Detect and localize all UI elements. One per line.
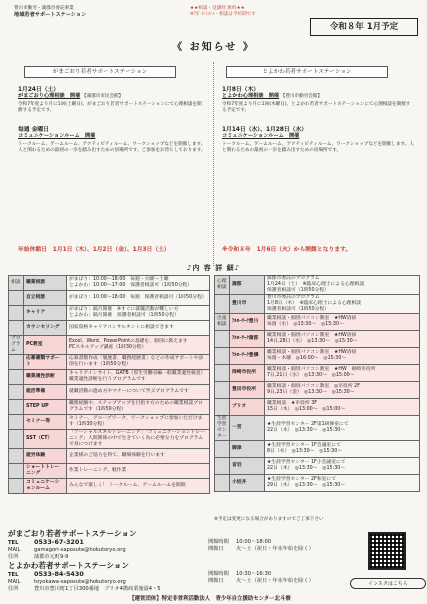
schedule-row bbox=[215, 441, 420, 458]
program-category bbox=[9, 479, 24, 494]
month-date-box: 令和８年 1月予定 bbox=[310, 18, 418, 36]
schedule-place: 一宮 bbox=[230, 416, 265, 441]
schedule-detail: 蒲郡市委託のプログラム 1月24日（土） ※臨床心理士による心理相談 保護者相談可（1時50分程） bbox=[265, 276, 420, 295]
office-gamagori-mail[interactable]: gamagori-saposute@hokutoryo.org bbox=[34, 546, 126, 553]
program-detail: 企業様のご協力を得て、職場体験を行います bbox=[67, 449, 210, 464]
program-row bbox=[9, 291, 210, 306]
header-left-line2: 地域若者サポートステーション bbox=[14, 12, 87, 18]
program-category bbox=[9, 291, 24, 306]
operator-line: 【運営団体】特定非営利活動法人 青少年自立援助センター北斗寮 bbox=[129, 596, 291, 602]
program-category bbox=[9, 430, 24, 449]
schedule-row bbox=[215, 475, 420, 492]
program-row bbox=[9, 385, 210, 400]
program-row bbox=[9, 430, 210, 449]
left-date1: 1月24日（土） bbox=[18, 87, 60, 93]
schedule-category bbox=[215, 441, 230, 458]
schedule-place: 小坂井 bbox=[230, 475, 265, 492]
schedule-detail: ★生涯学習センター 1F会議室にて 8日（木） ◎13:30〜 ◎15:30〜 bbox=[265, 441, 420, 458]
office-toyokawa bbox=[8, 560, 344, 592]
program-detail: 国家資格キャリアコンサルタントに相談できます bbox=[67, 321, 210, 336]
program-row bbox=[9, 400, 210, 415]
program-name: 応募書類サポート bbox=[24, 355, 67, 370]
program-row bbox=[9, 464, 210, 479]
schedule-row bbox=[215, 382, 420, 399]
program-detail: セミナー、グループワーク、ワークショップに参加いただけます（1時30分程） bbox=[67, 415, 210, 430]
schedule-detail: 職業相談・個別パソコン教室 ★HW清掃 毎週・木曜 ◎16:00〜 ◎15:30〜 bbox=[265, 348, 420, 365]
schedule-detail: 豊川市委託のプログラム 1月8日（木） ※臨床心理士による心理相談 保護者相談可（1時50分程） bbox=[265, 295, 420, 314]
schedule-detail: ★生涯学習センター 2F和室にて 29日（木） ◎13:30〜 ◎15:30〜 bbox=[265, 475, 420, 492]
program-category bbox=[9, 321, 24, 336]
schedule-row bbox=[215, 416, 420, 441]
program-name: 自立相談 bbox=[24, 291, 67, 306]
schedule-place: 豊川市 bbox=[230, 295, 265, 314]
schedule-row bbox=[215, 276, 420, 295]
right-col-footer: ※令和８年 1月6日（火）から開館となります。 bbox=[222, 247, 352, 253]
program-row bbox=[9, 276, 210, 291]
addr-label: 住所 bbox=[8, 585, 19, 592]
program-category: プログラム bbox=[9, 336, 24, 355]
right-date2: 1月14日（水）、1月28日（水） bbox=[222, 127, 308, 133]
hours-label: 開館時間 bbox=[208, 539, 229, 545]
schedule-place: プリオ bbox=[230, 399, 265, 416]
right-event2-title: コミュニケーションルーム 開催 bbox=[222, 133, 300, 139]
schedule-category bbox=[215, 382, 230, 399]
office-gamagori-tel[interactable]: 0533-67-3201 bbox=[34, 538, 84, 546]
closed-label: 開館日 bbox=[208, 545, 224, 552]
hours-label: 開館時間 bbox=[208, 571, 229, 577]
office-toyokawa-tel[interactable]: 0533-84-5430 bbox=[34, 570, 84, 578]
schedule-row bbox=[215, 348, 420, 365]
program-detail: キャリアインサイト、GATB（厚生労働省編一般職業適性検査） 職業適性診断を行うプログラムです bbox=[67, 370, 210, 385]
mail-label: MAIL bbox=[8, 546, 21, 553]
office-toyokawa-name: とよかわ若者サポートステーション bbox=[8, 561, 129, 570]
schedule-category bbox=[215, 475, 230, 492]
schedule-row bbox=[215, 365, 420, 382]
schedule-place: 御津 bbox=[230, 441, 265, 458]
schedule-category: 出張相談 bbox=[215, 314, 230, 331]
left-col-body bbox=[18, 84, 206, 154]
office-gamagori-name: がまごおり若者サポートステーション bbox=[8, 529, 137, 538]
schedule-detail: 職業相談・個別パソコン教室 ★HW 岡崎市役所 7日,21日（水） ◎13:30〜 ◎15:00〜 bbox=[265, 365, 420, 382]
header-left bbox=[14, 6, 184, 19]
program-name: ショートトレーニング bbox=[24, 464, 67, 479]
program-detail: みんなで楽しく！ トークルーム、ゲームルームを開催 bbox=[67, 479, 210, 494]
program-detail: がまぼり：10:00〜18:00 毎週・火曜〜土曜 とよかわ：10:00〜17:00 保護者相談可（1時50分程） bbox=[67, 276, 210, 291]
program-name: 職業適性診断 bbox=[24, 370, 67, 385]
program-category bbox=[9, 306, 24, 321]
program-row bbox=[9, 370, 210, 385]
schedule-category: 心理相談 bbox=[215, 276, 230, 295]
office-gamagori-addr: 蒲郡市元町9-9 bbox=[34, 553, 69, 560]
schedule-row bbox=[215, 399, 420, 416]
header-mid bbox=[190, 6, 310, 18]
program-category bbox=[9, 400, 24, 415]
right-schedule-table bbox=[214, 275, 420, 492]
right-event2-desc: トークルーム、ゲームルーム、アクティビティルーム、ワークショップなどを開催します。人と関わるための最初の一歩を踏み出すための居場所です。 bbox=[222, 141, 414, 153]
header-left-line1: 豊川市勤労・蒲郡市委託事業 bbox=[14, 6, 74, 11]
program-category: 相談 bbox=[9, 276, 24, 291]
left-col-heading: がまごおり若者サポートステーション bbox=[24, 66, 176, 78]
schedule-detail: ★生涯学習センター 2F第1研修室にて 22日（木） ◎13:30〜 ◎15:30〜 bbox=[265, 416, 420, 441]
schedule-detail: ★生涯学習センター 1F小会議室にて 22日（木） ◎13:30〜 ◎15:30〜 bbox=[265, 458, 420, 475]
program-detail: がまぼり：10:00〜18:00 毎週 保護者相談可（1時50分程） bbox=[67, 291, 210, 306]
program-name: 職業相談 bbox=[24, 276, 67, 291]
schedule-place: 蒲郡 bbox=[230, 276, 265, 295]
program-category bbox=[9, 385, 24, 400]
right-col-body bbox=[222, 84, 414, 154]
left-col-footer: 年始休館日 1月1日（木）、1月2日（金）、1月3日（土） bbox=[18, 247, 170, 253]
program-detail: 職務経験や、ステップアップを目指す方のための職業相談プログラムです（1時50分程） bbox=[67, 400, 210, 415]
schedule-detail: 職業相談・個別パソコン教室 ★HW清掃 毎週（水） ◎13:30〜 ◎15:30〜 bbox=[265, 314, 420, 331]
office-gamagori-closed: 火〜土（祝日・年末年始を除く） bbox=[236, 545, 314, 552]
program-row bbox=[9, 321, 210, 336]
program-category bbox=[9, 355, 24, 370]
program-category bbox=[9, 370, 24, 385]
program-name: コミュニケーションルーム bbox=[24, 479, 67, 494]
program-name: STEP UP bbox=[24, 400, 67, 415]
left-event1-desc: 令和7年度より月に1回(土曜日)、がまごおり若者サポートステーションにて心理相談を開催する予定です。 bbox=[18, 102, 202, 113]
right-col-heading: とよかわ若者サポートステーション bbox=[226, 66, 388, 78]
mail-label: MAIL bbox=[8, 578, 21, 585]
tel-label: TEL bbox=[8, 572, 19, 578]
header-mid-line2: ※ｱﾎﾟｲﾝﾄﾒﾝﾄ・相談は予約制です bbox=[190, 12, 256, 17]
left-event1-loc: 【蒲郡市市民会館】 bbox=[81, 94, 124, 99]
right-event1-loc: 【豊川市勤労会館】 bbox=[280, 94, 323, 99]
program-name: 就労体験 bbox=[24, 449, 67, 464]
program-row bbox=[9, 355, 210, 370]
office-toyokawa-mail[interactable]: toyokawa-saposute@hokutoryo.org bbox=[34, 578, 126, 585]
program-detail: 「ソーシャルスキルトレーニング」「コミュニケーショントレーニング」人間関係の中で生きていく為に必要な力をプログラムで身につけます bbox=[67, 430, 210, 449]
instagram-link[interactable]: インスタはこちら bbox=[350, 578, 426, 589]
schedule-category bbox=[215, 331, 230, 348]
right-event1-title: とよかわ心理相談 開催 bbox=[222, 93, 280, 99]
program-name: 就活準備 bbox=[24, 385, 67, 400]
schedule-place: 豊田市役所 bbox=[230, 382, 265, 399]
schedule-category bbox=[215, 365, 230, 382]
program-name: PC教室 bbox=[24, 336, 67, 355]
program-name: キャリア bbox=[24, 306, 67, 321]
program-detail: 応募書類作成「履歴書、職務経歴書」などの作成サポートや添削を行います（1時50分程） bbox=[67, 355, 210, 370]
program-row bbox=[9, 306, 210, 321]
program-detail: 作業トレーニング、軽作業 bbox=[67, 464, 210, 479]
program-detail: Excel、Word、PowerPointの基礎を、個別に教えます PCスキルアップ講座（1時30分程） bbox=[67, 336, 210, 355]
schedule-category bbox=[215, 348, 230, 365]
left-date2: 毎週 金曜日 bbox=[18, 127, 50, 133]
left-program-table bbox=[8, 275, 210, 494]
schedule-detail: 職業相談・個別パソコン教室 ◎市役所 2F 9日,23日（金） ◎13:30〜 ◎15:30〜 bbox=[265, 382, 420, 399]
office-toyokawa-closed: 火〜土（祝日・年末年始を除く） bbox=[236, 577, 314, 584]
schedule-detail: 職業相談 ★市役所 3F 15日（木） ◎13:00〜 ◎15:00〜 bbox=[265, 399, 420, 416]
office-gamagori-hours: 10:00〜18:00 bbox=[236, 539, 272, 545]
schedule-detail: 職業相談・個別パソコン教室 ★HW清掃 14日,28日（水） ◎13:30〜 ◎15:30〜 bbox=[265, 331, 420, 348]
schedule-row bbox=[215, 458, 420, 475]
office-toyokawa-hours: 10:30〜16:30 bbox=[236, 571, 272, 577]
right-date1: 1月8日（木） bbox=[222, 87, 260, 93]
tel-label: TEL bbox=[8, 540, 19, 546]
program-row bbox=[9, 336, 210, 355]
schedule-place: 岡崎市役所 bbox=[230, 365, 265, 382]
program-row bbox=[9, 479, 210, 494]
column-divider bbox=[213, 62, 214, 266]
program-row bbox=[9, 415, 210, 430]
schedule-place: ｱﾙﾛｰﾜｰｸ豊川 bbox=[230, 314, 265, 331]
schedule-row bbox=[215, 314, 420, 331]
schedule-row bbox=[215, 331, 420, 348]
office-toyokawa-addr: 豊川市豊川町1丁目300番地 プリオ4階商業施設4・5 bbox=[34, 585, 161, 592]
header-mid-line1: ★★相談・受講料 無料★★ bbox=[190, 6, 245, 11]
notice-title: 《 お知らせ 》 bbox=[172, 42, 255, 53]
program-category bbox=[9, 415, 24, 430]
qr-code-icon[interactable] bbox=[368, 532, 406, 570]
schedule-place: 音羽 bbox=[230, 458, 265, 475]
content-detail-title: ♪内 容 詳 細♪ bbox=[186, 264, 241, 272]
schedule-row bbox=[215, 295, 420, 314]
schedule-note: ※予定は変更になる場合がありますのでご了承下さい bbox=[214, 517, 324, 522]
left-event2-desc: トークルーム、ゲームルーム、アクティビティルーム、ワークショップなどを開催します。人と関わるための最初の一歩を踏み出すための居場所です。ご参加をお待ちしております。 bbox=[18, 141, 206, 153]
schedule-category bbox=[215, 458, 230, 475]
program-name: セミナー等 bbox=[24, 415, 67, 430]
schedule-category bbox=[215, 399, 230, 416]
program-detail: がまぼり：隔月開催 ※すぐに就職活動が難しい方 とよかわ：隔月開催 保護者相談可（1時50分程） bbox=[67, 306, 210, 321]
office-gamagori bbox=[8, 528, 344, 560]
closed-label: 開館日 bbox=[208, 577, 224, 584]
schedule-place: ｱﾙﾛｰﾜｰｸ蒲郡 bbox=[230, 331, 265, 348]
program-category bbox=[9, 464, 24, 479]
program-category bbox=[9, 449, 24, 464]
left-event2-title: コミュニケーションルーム 開催 bbox=[18, 133, 96, 139]
program-name: SST（CT） bbox=[24, 430, 67, 449]
program-row bbox=[9, 449, 210, 464]
left-event1-title: がまごおり心理相談 開催 bbox=[18, 93, 81, 99]
addr-label: 住所 bbox=[8, 553, 19, 560]
schedule-category: 生涯学習センター bbox=[215, 416, 230, 441]
program-detail: 就職活動の進め方やマナーについて学ぶプログラムです bbox=[67, 385, 210, 400]
program-name: カウンセリング bbox=[24, 321, 67, 336]
schedule-category bbox=[215, 295, 230, 314]
right-event1-desc: 令和7年度より月に1回(木曜日)、とよかわ若者サポートステーションにて心理相談を開催する予定です。 bbox=[222, 102, 411, 113]
schedule-place: ｱﾙﾛｰﾜｰｸ豊橋 bbox=[230, 348, 265, 365]
